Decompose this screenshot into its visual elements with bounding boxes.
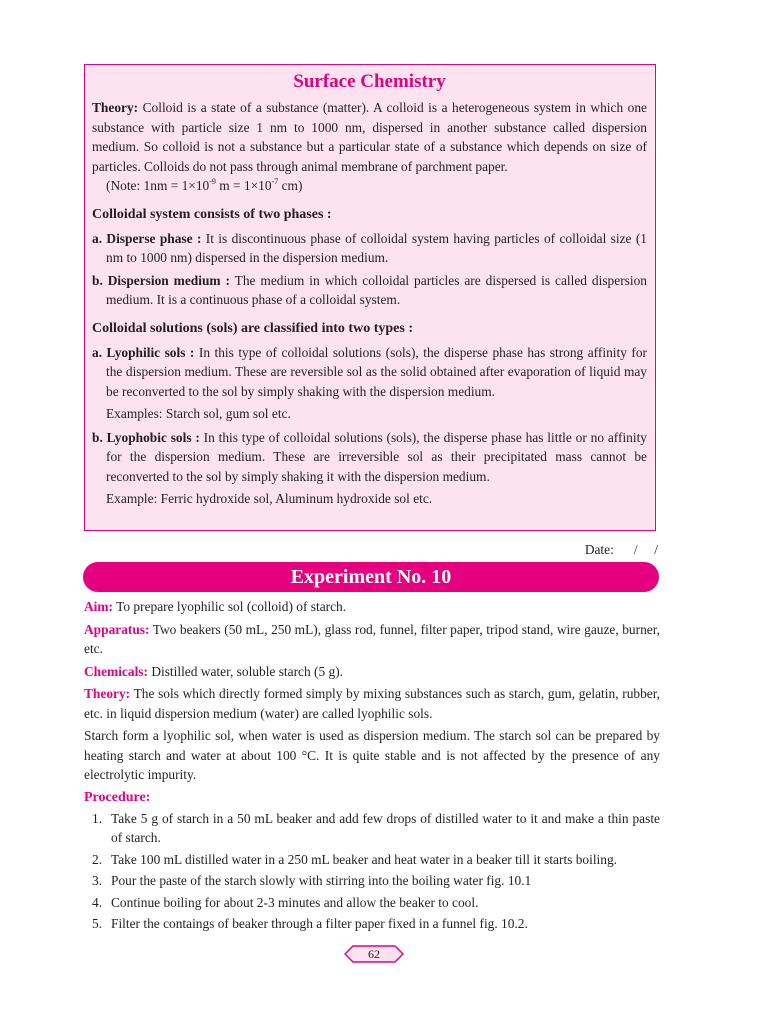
note-superscript-2: -7 (271, 177, 279, 186)
theory-label: Theory: (84, 686, 131, 701)
step-text: Take 5 g of starch in a 50 mL beaker and add few drops of distilled water to it and make a thin paste of starch. (111, 810, 660, 845)
page-number: 62 (368, 947, 380, 961)
step-number: 3. (92, 873, 103, 888)
procedure-step (84, 850, 660, 870)
note-superscript-1: -9 (209, 177, 216, 186)
phase-b-label: b. Dispersion medium : (92, 272, 230, 288)
step-text: Pour the paste of the starch slowly with stirring into the boiling water fig. 10.1 (111, 873, 532, 888)
date-label: Date: (584, 542, 614, 557)
theory-text: The sols which directly formed simply by mixing substances such as starch, gum, gelatin, rubber, etc. in liquid dispersion medium (water) are called lyophilic sols. (84, 686, 660, 721)
step-text: Continue boiling for about 2-3 minutes and allow the beaker to cool. (111, 894, 479, 910)
chemicals-label: Chemicals: (84, 663, 148, 679)
step-number: 2. (92, 851, 103, 867)
note-part-c: cm) (278, 178, 303, 193)
date-field (585, 542, 658, 558)
chemicals-text: Distilled water, soluble starch (5 g). (147, 663, 344, 679)
apparatus-text: Two beakers (50 mL, 250 mL), glass rod, funnel, filter paper, tripod stand, wire gauze, burner, etc. (84, 621, 660, 656)
phase-b-item (92, 271, 647, 310)
procedure-step (84, 893, 660, 913)
step-text: Filter the contaings of beaker through a filter paper fixed in a funnel fig. 10.2. (111, 916, 528, 931)
procedure-steps (84, 809, 660, 934)
chemicals-line (84, 662, 660, 682)
phase-a-label: a. Disperse phase : (92, 230, 202, 246)
aim-text: To prepare lyophilic sol (colloid) of starch. (113, 599, 347, 614)
step-text: Take 100 mL distilled water in a 250 mL beaker and heat water in a beaker till it starts boiling. (111, 851, 618, 867)
type-b-label: b. Lyophobic sols : (92, 429, 200, 445)
type-b-item (92, 428, 647, 487)
theory-box (84, 64, 656, 531)
type-b-example: Example: Ferric hydroxide sol, Aluminum hydroxide sol etc. (106, 491, 433, 506)
theory-paragraph-2: Starch form a lyophilic sol, when water is used as dispersion medium. The starch sol can be prepared by heating starch and water at about 100 °C. It is quite stable and is not affected by the presence of any electrolytic impurity. (84, 728, 660, 782)
type-a-example: Examples: Starch sol, gum sol etc. (106, 406, 291, 421)
box-theory-paragraph (92, 98, 647, 176)
apparatus-line (84, 620, 660, 659)
box-theory-label: Theory: (92, 100, 139, 115)
step-number: 4. (92, 894, 103, 910)
phase-a-item (92, 229, 647, 268)
box-title: Surface Chemistry (293, 71, 446, 92)
phase-a-text: It is discontinuous phase of colloidal system having particles of colloidal size (1 nm to 1000 nm) dispersed in the dispersion medium. (106, 230, 647, 265)
type-a-label: a. Lyophilic sols : (92, 344, 195, 360)
box-theory-text: Colloid is a state of a substance (matter). A colloid is a heterogeneous system in which one substance with particle size 1 nm to 1000 nm, dispersed in another substance called dispersion medium. So colloid is not a substance but a particular state of a substance which depends on size of particles. Colloids do not pass through animal membrane of parchment paper. (92, 100, 647, 174)
type-a-text: In this type of colloidal solutions (sols), the disperse phase has strong affinity for the dispersion medium. These are reversible sol as the solid obtained after evaporation of liquid may be reconverted to the sol by simply shaking with the dispersion medium. (106, 344, 647, 399)
procedure-heading: Procedure: (84, 789, 151, 805)
note-part-a: (Note: 1nm = 1×10 (106, 178, 210, 193)
phases-heading: Colloidal system consists of two phases : (92, 206, 332, 222)
step-number: 5. (92, 916, 103, 931)
step-number: 1. (92, 810, 103, 826)
phase-b-text: The medium in which colloidal particles are dispersed is called dispersion medium. It is a continuous phase of a colloidal system. (106, 272, 647, 307)
aim-line (84, 597, 660, 617)
procedure-step (84, 809, 660, 848)
procedure-step (84, 914, 660, 934)
date-slashes: / / (633, 542, 658, 557)
note-line (92, 176, 647, 196)
apparatus-label: Apparatus: (84, 621, 150, 637)
experiment-title-banner: Experiment No. 10 (83, 562, 659, 592)
type-a-item (92, 343, 647, 402)
type-b-text: In this type of colloidal solutions (sols), the disperse phase has little or no affinity for the dispersion medium. These are irreversible sol as their precipitated mass cannot be reconverted to the sol by simply shaking it with the dispersion medium. (106, 429, 648, 484)
types-heading: Colloidal solutions (sols) are classified into two types : (92, 320, 413, 336)
theory-line (84, 684, 660, 723)
procedure-step (84, 871, 660, 891)
experiment-body (84, 597, 660, 936)
note-part-b: m = 1×10 (215, 178, 272, 193)
aim-label: Aim: (84, 599, 114, 614)
page-number-badge (344, 945, 404, 963)
